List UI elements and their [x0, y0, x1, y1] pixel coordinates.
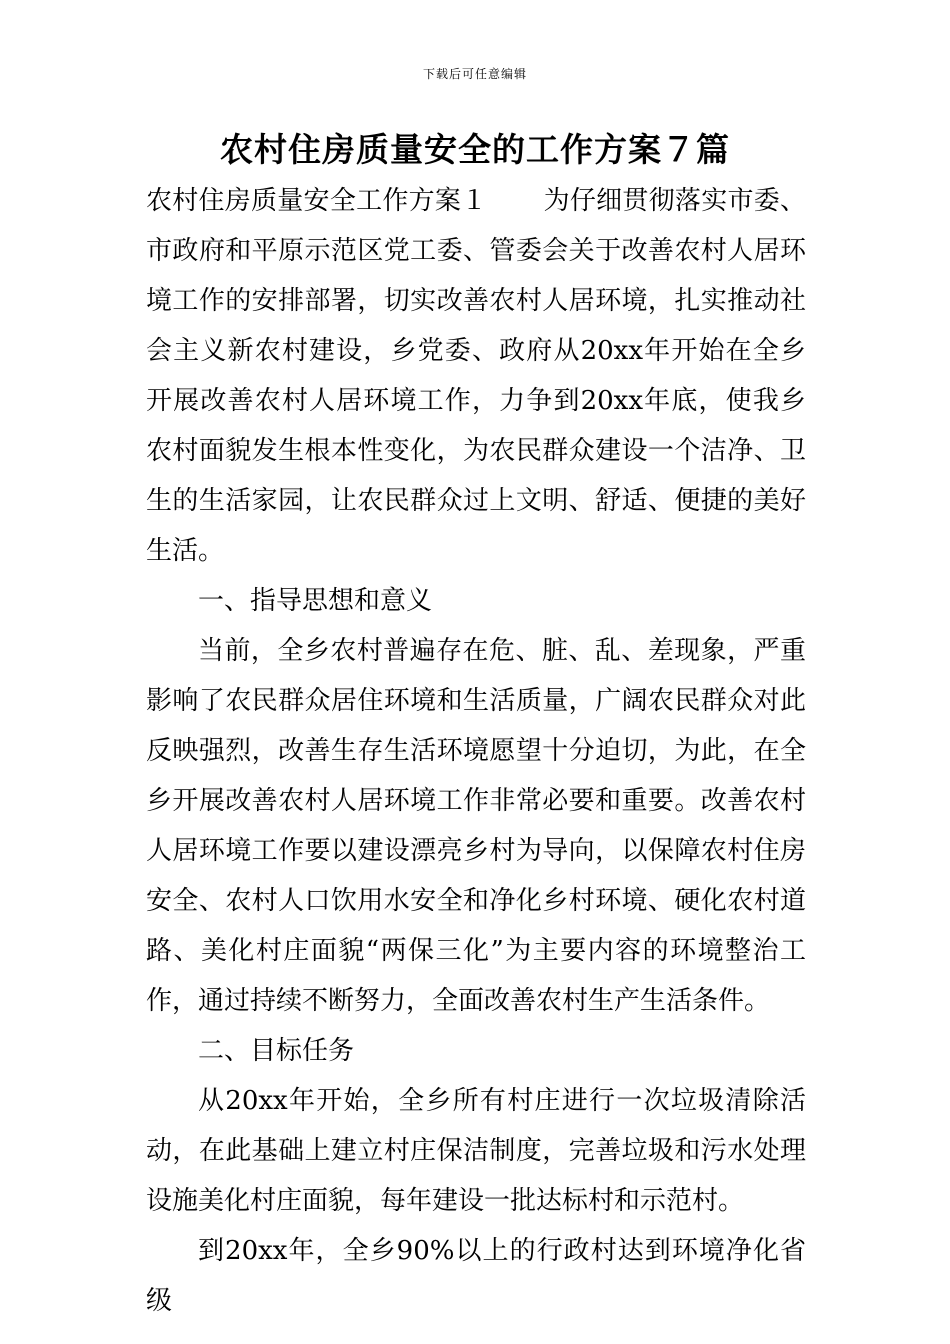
- section-label: 农村住房质量安全工作方案１: [146, 186, 488, 216]
- paragraph-current-situation: 当前，全乡农村普遍存在危、脏、乱、差现象，严重影响了农民群众居住环境和生活质量，广阔农民群众对此反映强烈，改善生存生活环境愿望十分迫切，为此，在全乡开展改善农村人居环境工作非常必要和重要。改善农村人居环境工作要以建设漂亮乡村为导向，以保障农村住房安全、农村人口饮用水安全和净化乡村环境、硬化农村道路、美化村庄面貌“两保三化”为主要内容的环境整治工作，通过持续不断努力，全面改善农村生产生活条件。: [146, 636, 806, 1016]
- heading-goals: 二、目标任务: [198, 1036, 355, 1066]
- document-title: 农村住房质量安全的工作方案７篇: [220, 130, 730, 169]
- document-body: [146, 176, 806, 1326]
- intro-text: 为仔细贯彻落实市委、市政府和平原示范区党工委、管委会关于改善农村人居环境工作的安排部署，切实改善农村人居环境，扎实推动社会主义新农村建设，乡党委、政府从20xx年开始在全乡开展改善农村人居环境工作，力争到20xx年底，使我乡农村面貌发生根本性变化，为农民群众建设一个洁净、卫生的生活家园，让农民群众过上文明、舒适、便捷的美好生活。: [146, 186, 806, 566]
- paragraph-intro: [146, 176, 806, 576]
- header-note: 下载后可任意编辑: [422, 67, 527, 81]
- paragraph-target: 到20xx年，全乡90%以上的行政村达到环境净化省级: [146, 1236, 806, 1316]
- heading-guiding-thought: 一、指导思想和意义: [198, 586, 433, 616]
- paragraph-goals: 从20xx年开始，全乡所有村庄进行一次垃圾清除活动，在此基础上建立村庄保洁制度，完善垃圾和污水处理设施美化村庄面貌，每年建设一批达标村和示范村。: [146, 1086, 806, 1216]
